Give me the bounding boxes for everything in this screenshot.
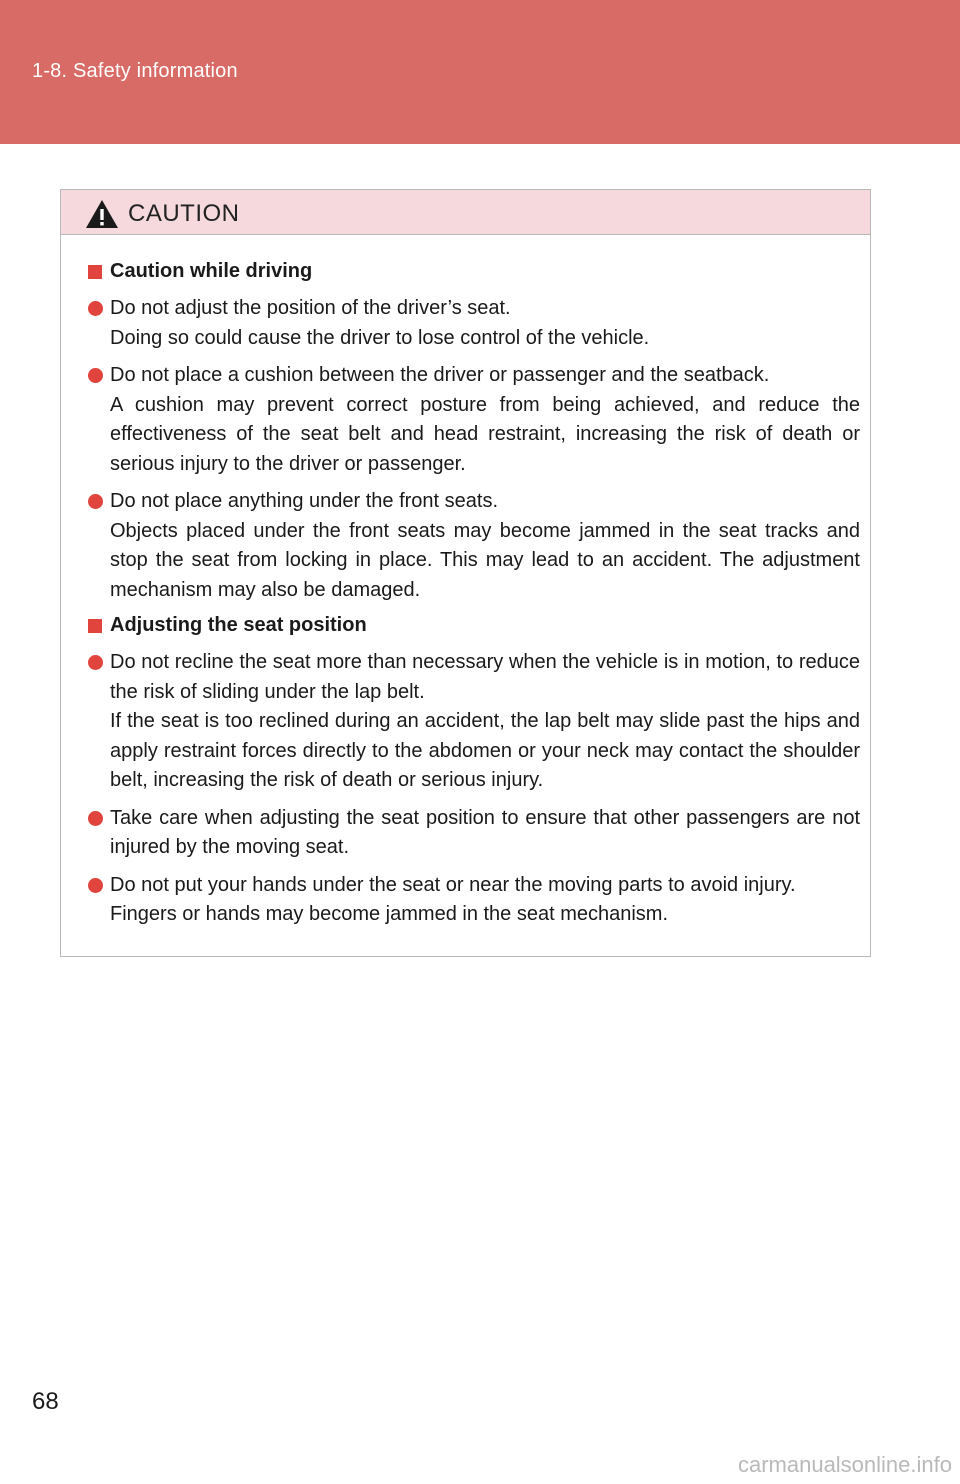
warning-triangle-icon bbox=[85, 199, 119, 229]
header-band bbox=[0, 0, 960, 144]
red-square-icon bbox=[88, 619, 102, 633]
bullet-line: Do not recline the seat more than necessary when the vehicle is in motion, to reduce the risk of sliding under the lap belt. bbox=[110, 651, 860, 703]
section-heading bbox=[88, 611, 860, 640]
bullet-line: Do not put your hands under the seat or near the moving parts to avoid injury. bbox=[110, 873, 796, 896]
caution-content bbox=[61, 235, 870, 930]
red-square-icon bbox=[88, 265, 102, 279]
red-dot-icon bbox=[88, 878, 103, 893]
red-dot-icon bbox=[88, 655, 103, 670]
bullet-line: Take care when adjusting the seat position to ensure that other passengers are not injured by the moving seat. bbox=[110, 806, 860, 858]
caution-box bbox=[60, 189, 871, 957]
bullet-line: A cushion may prevent correct posture from being achieved, and reduce the effectiveness of the seat belt and head restraint, increasing the risk of death or serious injury to the driver or passenger. bbox=[110, 393, 860, 475]
bullet-item bbox=[88, 804, 860, 863]
bullet-line: Do not place a cushion between the driver or passenger and the seatback. bbox=[110, 364, 770, 386]
caution-label: CAUTION bbox=[128, 200, 240, 227]
bullet-line: Doing so could cause the driver to lose control of the vehicle. bbox=[110, 326, 650, 349]
bullet-line: Objects placed under the front seats may become jammed in the seat tracks and stop the seat from locking in place. This may lead to an accident. The adjustment mechanism may also be damaged. bbox=[110, 519, 860, 601]
section-title: 1-8. Safety information bbox=[32, 60, 238, 82]
red-dot-icon bbox=[88, 811, 103, 826]
bullet-line: Fingers or hands may become jammed in the seat mechanism. bbox=[110, 903, 669, 925]
bullet-item bbox=[88, 487, 860, 605]
bullet-item bbox=[88, 871, 860, 930]
caution-header bbox=[61, 190, 870, 235]
bullet-item bbox=[88, 361, 860, 479]
bullet-line: Do not place anything under the front seats. bbox=[110, 490, 499, 512]
page-number: 68 bbox=[32, 1388, 59, 1415]
bullet-line: If the seat is too reclined during an accident, the lap belt may slide past the hips and apply restraint forces directly to the abdomen or your neck may contact the shoulder belt, increasing the risk of death or serious injury. bbox=[110, 710, 860, 791]
section-heading-text: Adjusting the seat position bbox=[110, 614, 367, 636]
red-dot-icon bbox=[88, 301, 103, 316]
red-dot-icon bbox=[88, 494, 103, 509]
bullet-item bbox=[88, 648, 860, 796]
red-dot-icon bbox=[88, 368, 103, 383]
bullet-line: Do not adjust the position of the driver’s seat. bbox=[110, 297, 511, 319]
bullet-item bbox=[88, 294, 860, 353]
section-heading-text: Caution while driving bbox=[110, 260, 313, 282]
section-heading bbox=[88, 257, 860, 286]
watermark: carmanualsonline.info bbox=[737, 1452, 952, 1477]
